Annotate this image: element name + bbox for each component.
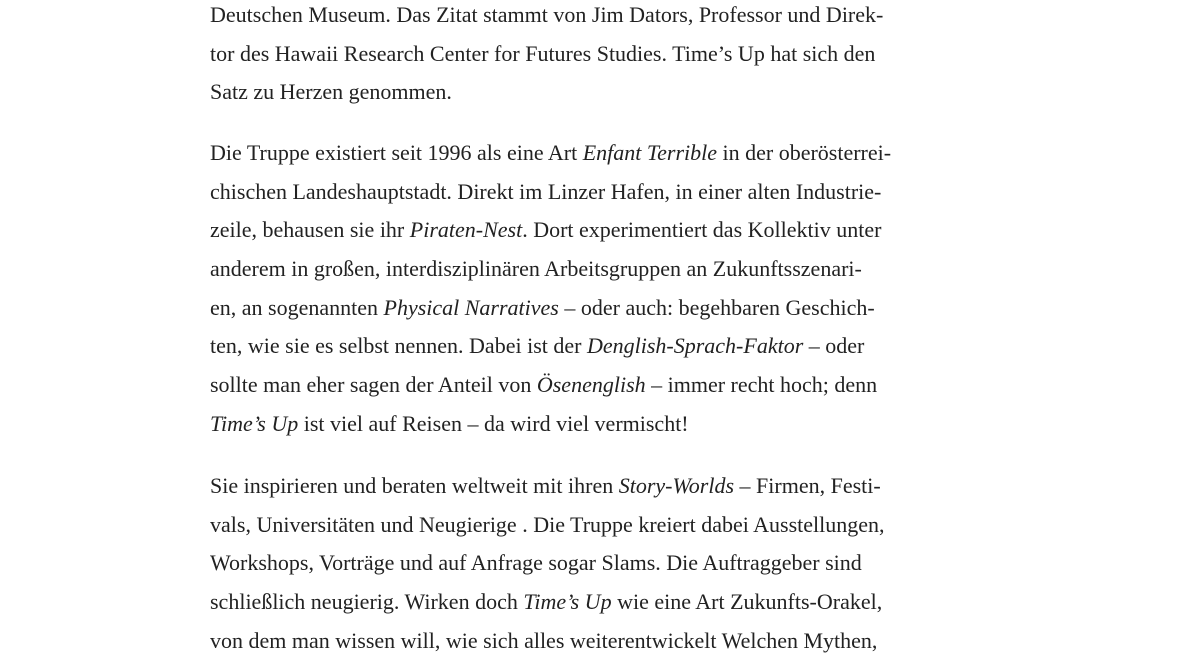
emphasized-text: Enfant Terrible	[582, 140, 717, 165]
paragraph	[210, 467, 885, 660]
text-run: tor des Hawaii Research Center for Futures Studies. Time’s Up hat sich den	[210, 40, 876, 66]
text-run: in der oberösterrei-	[717, 140, 892, 165]
text-run: zeile, behausen sie ihr	[210, 217, 410, 243]
emphasized-text: Time’s Up	[210, 410, 299, 436]
text-run: – immer recht hoch; denn	[645, 372, 878, 398]
text-run: vals, Universitäten und Neugierige . Die Truppe kreiert dabei Ausstellungen,	[210, 511, 885, 537]
text-line	[210, 134, 891, 173]
text-line	[210, 506, 885, 545]
text-run: ten, wie sie es selbst nennen. Dabei ist der	[210, 333, 587, 359]
emphasized-text: Time’s Up	[523, 589, 612, 615]
text-run: – oder	[803, 333, 865, 359]
emphasized-text: Physical Narratives	[383, 294, 559, 320]
text-line	[210, 366, 891, 405]
emphasized-text: Denglish-Sprach-Faktor	[586, 333, 804, 359]
text-run: ist viel auf Reisen – da wird viel vermischt!	[298, 410, 689, 436]
text-run: Die Truppe existiert seit 1996 als eine Art	[210, 140, 583, 165]
text-line	[210, 327, 891, 366]
text-run: von dem man wissen will, wie sich alles weiterentwickelt Welchen Mythen,	[210, 627, 878, 653]
text-run: schließlich neugierig. Wirken doch	[210, 589, 524, 615]
text-line	[210, 35, 883, 74]
text-line	[210, 583, 885, 622]
text-line	[210, 73, 883, 112]
text-line	[210, 0, 883, 35]
text-run: Satz zu Herzen genommen.	[210, 79, 452, 105]
paragraph	[210, 134, 891, 444]
paragraph	[210, 0, 883, 112]
text-run: Workshops, Vorträge und auf Anfrage sogar Slams. Die Auftraggeber sind	[210, 550, 862, 576]
text-run: wie eine Art Zukunfts-Orakel,	[611, 589, 883, 615]
text-line	[210, 173, 891, 212]
text-line	[210, 622, 885, 661]
emphasized-text: Ösenenglish	[536, 372, 646, 398]
text-run: chischen Landeshauptstadt. Direkt im Linzer Hafen, in einer alten Industrie-	[210, 178, 882, 204]
text-run: sollte man eher sagen der Anteil von	[210, 372, 537, 398]
text-line	[210, 544, 885, 583]
text-run: . Dort experimentiert das Kollektiv unter	[522, 217, 882, 243]
text-run: Sie inspirieren und beraten weltweit mit ihren	[210, 473, 619, 498]
emphasized-text: Story-Worlds	[618, 473, 735, 498]
text-run: – oder auch: begehbaren Geschich-	[558, 294, 875, 320]
text-run: – Firmen, Festi-	[734, 473, 881, 498]
text-run: anderem in großen, interdisziplinären Arbeitsgruppen an Zukunftsszenari-	[210, 256, 862, 282]
text-line	[210, 405, 891, 444]
text-line	[210, 467, 885, 506]
text-line	[210, 250, 891, 289]
text-line	[210, 211, 891, 250]
text-run: Deutschen Museum. Das Zitat stammt von Jim Dators, Professor und Direk-	[210, 2, 884, 27]
emphasized-text: Piraten-Nest	[409, 217, 523, 243]
text-run: en, an sogenannten	[210, 294, 384, 320]
text-line	[210, 289, 891, 328]
